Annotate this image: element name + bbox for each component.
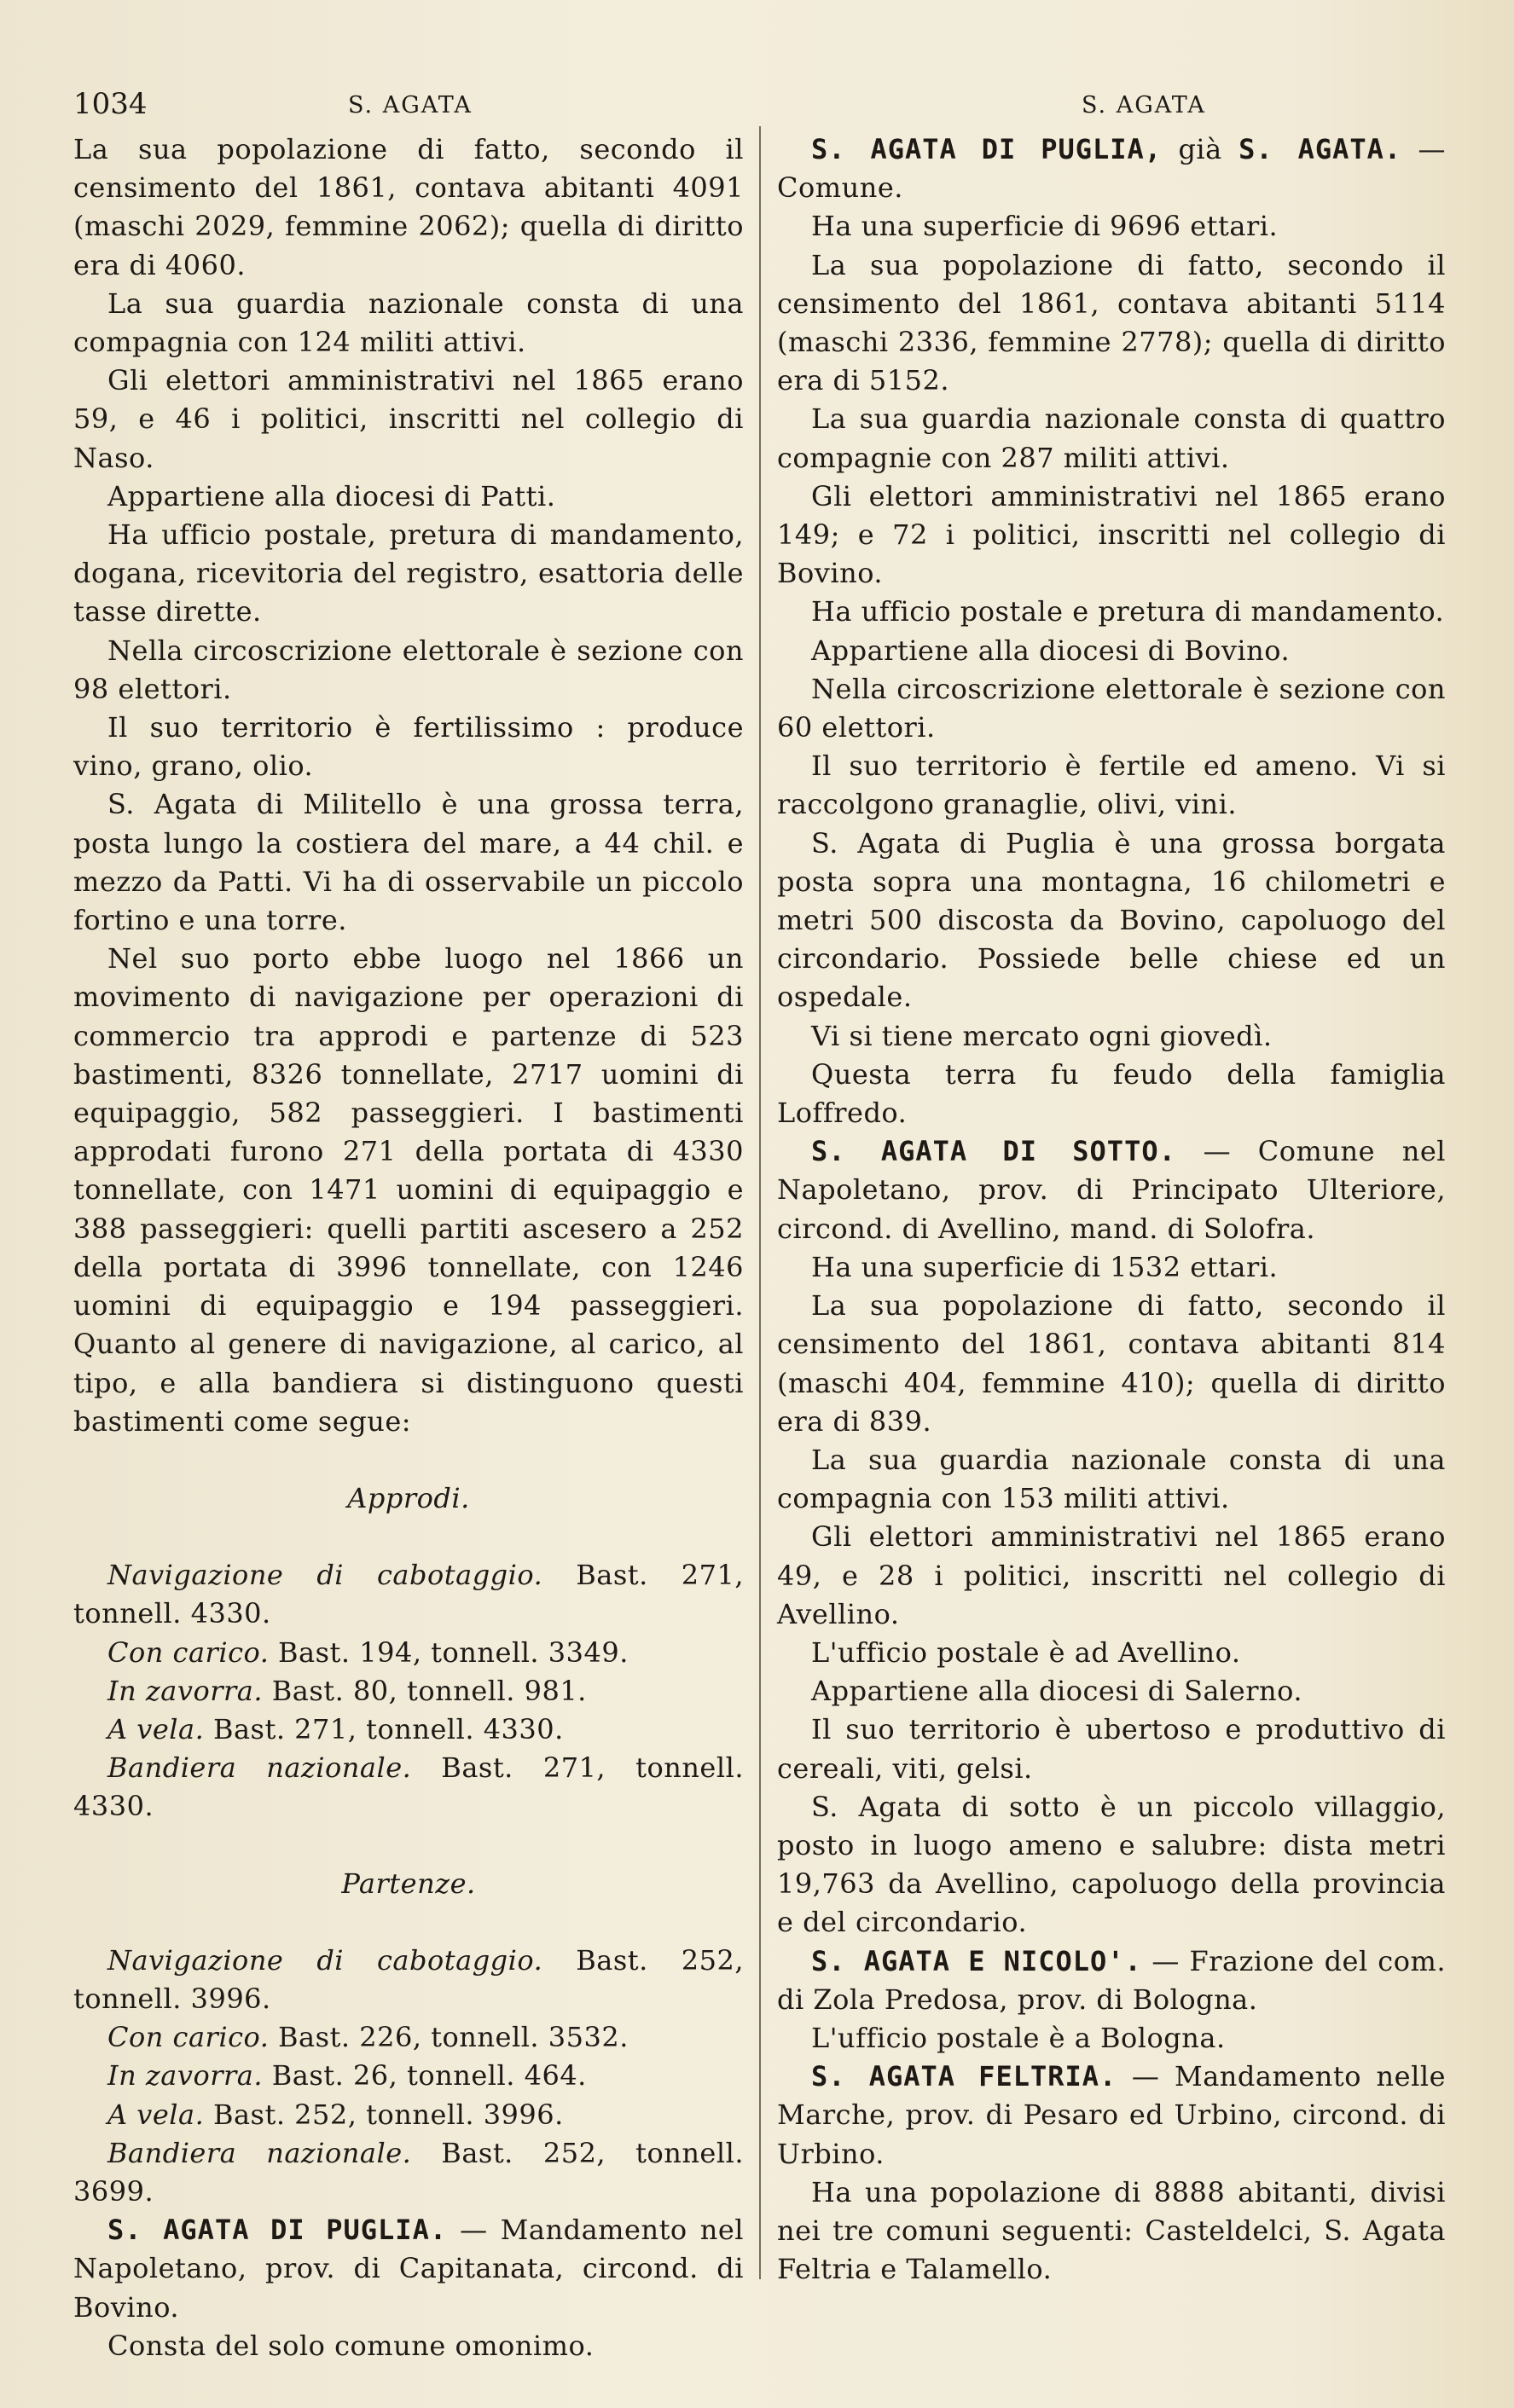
paragraph: Vi si tiene mercato ogni giovedì. (811, 1019, 1273, 1052)
entry-text: — Frazione del com. di Zola Predosa, prov. di Bologna. (777, 1944, 1447, 2016)
nav-text: Bast. 252, tonnell. 3699. (73, 2136, 745, 2208)
nav-text: Bast. 226, tonnell. 3532. (269, 2021, 629, 2054)
entry-text: — Comune nel Napoletano, prov. di Principato Ulteriore, circond. di Avellino, mand. di Solofra. (777, 1135, 1447, 1245)
nav-line (73, 1749, 744, 1826)
nav-text: Bast. 194, tonnell. 3349. (269, 1635, 629, 1669)
nav-line (73, 1556, 744, 1633)
left-column (73, 130, 744, 2365)
column-divider (759, 126, 761, 2279)
entry-title: S. AGATA DI SOTTO. (811, 1135, 1176, 1168)
section-heading-approdi: Approdi. (347, 1481, 470, 1514)
nav-label: A vela. (107, 2098, 205, 2131)
nav-label: Navigazione di cabotaggio. (107, 1943, 543, 1977)
paragraph: Ha una superficie di 1532 ettari. (811, 1250, 1279, 1283)
nav-label: A vela. (107, 1712, 205, 1745)
entry (777, 2058, 1446, 2174)
paragraph: Appartiene alla diocesi di Salerno. (811, 1675, 1303, 1708)
nav-label: In zavorra. (107, 1674, 264, 1707)
entry (777, 1132, 1446, 1248)
paragraph: Nella circoscrizione elettorale è sezione con 98 elettori. (73, 634, 744, 705)
paragraph: Ha ufficio postale e pretura di mandamento. (811, 595, 1445, 628)
paragraph: Nella circoscrizione elettorale è sezione con 60 elettori. (777, 672, 1446, 744)
nav-line (73, 2057, 744, 2095)
nav-text: Bast. 26, tonnell. 464. (263, 2059, 587, 2093)
paragraph: La sua popolazione di fatto, secondo il censimento del 1861, contava abitanti 4091 (maschi 2029, femmine 2062); quella di diritto era di 4060. (73, 133, 744, 281)
entry-title: S. AGATA FELTRIA. (811, 2060, 1117, 2093)
paragraph: Gli elettori amministrativi nel 1865 erano 49, e 28 i politici, inscritti nel collegio di Avellino. (777, 1520, 1446, 1630)
entry-title: S. AGATA DI PUGLIA, (811, 133, 1163, 165)
right-column (777, 130, 1446, 2289)
nav-text: Bast. 271, tonnell. 4330. (204, 1712, 564, 1745)
nav-label: Con carico. (107, 2021, 270, 2054)
paragraph: Ha una superficie di 9696 ettari. (811, 210, 1279, 243)
paragraph: Ha una popolazione di 8888 abitanti, divisi nei tre comuni seguenti: Casteldelci, S. Agata Feltria e Talamello. (777, 2175, 1446, 2286)
paragraph: La sua popolazione di fatto, secondo il censimento del 1861, contava abitanti 5114 (maschi 2336, femmine 2778); quella di diritto era di 5152. (777, 248, 1446, 397)
paragraph: Questa terra fu feudo della famiglia Loffredo. (777, 1057, 1446, 1130)
running-head-left: S. AGATA (348, 92, 473, 119)
entry-title: S. AGATA DI PUGLIA. (107, 2214, 448, 2247)
nav-label: In zavorra. (107, 2059, 264, 2093)
section-heading-partenze: Partenze. (341, 1867, 476, 1900)
nav-label: Bandiera nazionale. (107, 2136, 412, 2169)
nav-line (73, 1634, 744, 1672)
paragraph: Il suo territorio è fertilissimo : produce vino, grano, olio. (73, 711, 744, 783)
paragraph: Consta del solo comune omonimo. (107, 2329, 595, 2362)
paragraph: Gli elettori amministrativi nel 1865 erano 59, e 46 i politici, inscritti nel collegio di Naso. (73, 364, 744, 474)
page-number: 1034 (73, 87, 148, 121)
paragraph: La sua guardia nazionale consta di quattro compagnie con 287 militi attivi. (777, 402, 1446, 474)
nav-text: Bast. 271, tonnell. 4330. (73, 1751, 745, 1823)
entry-text: — Mandamento nel Napoletano, prov. di Capitanata, circond. di Bovino. (73, 2214, 745, 2324)
entry (777, 1942, 1446, 2019)
paragraph: S. Agata di Puglia è una grossa borgata posta sopra una montagna, 16 chilometri e metri 500 discosta da Bovino, capoluogo del circondario. Possiede belle chiese ed un ospedale. (777, 826, 1446, 1014)
paragraph: La sua popolazione di fatto, secondo il censimento del 1861, contava abitanti 814 (maschi 404, femmine 410); quella di diritto era di 839. (777, 1289, 1446, 1438)
paragraph: Il suo territorio è fertile ed ameno. Vi si raccolgono granaglie, olivi, vini. (777, 750, 1446, 821)
paragraph: La sua guardia nazionale consta di una compagnia con 153 militi attivi. (777, 1443, 1446, 1515)
paragraph: Il suo territorio è ubertoso e produttivo di cereali, viti, gelsi. (777, 1713, 1446, 1785)
nav-line (73, 2134, 744, 2211)
paragraph: Gli elettori amministrativi nel 1865 erano 149; e 72 i politici, inscritti nel collegio di Bovino. (777, 479, 1446, 590)
nav-label: Navigazione di cabotaggio. (107, 1559, 543, 1592)
nav-line (73, 2096, 744, 2134)
entry (73, 2211, 744, 2327)
nav-text: Bast. 252, tonnell. 3996. (204, 2098, 564, 2131)
paragraph: S. Agata di sotto è un piccolo villaggio, posto in luogo ameno e salubre: dista metri 19,763 da Avellino, capoluogo della provincia e del circondario. (777, 1790, 1446, 1939)
running-head-right: S. AGATA (1082, 92, 1206, 119)
paragraph: L'ufficio postale è a Bologna. (811, 2021, 1226, 2054)
nav-line (73, 1942, 744, 2018)
entry (777, 130, 1446, 207)
nav-line (73, 1710, 744, 1749)
paragraph: La sua guardia nazionale consta di una compagnia con 124 militi attivi. (73, 287, 744, 359)
paragraph: Appartiene alla diocesi di Bovino. (811, 634, 1291, 667)
entry-title: S. AGATA E NICOLO'. (811, 1944, 1142, 1977)
nav-text: Bast. 271, tonnell. 4330. (73, 1559, 745, 1630)
nav-label: Con carico. (107, 1635, 270, 1669)
paragraph: Appartiene alla diocesi di Patti. (107, 479, 556, 512)
paragraph: L'ufficio postale è ad Avellino. (811, 1635, 1241, 1669)
entry-text: — Mandamento nelle Marche, prov. di Pesaro ed Urbino, circond. di Urbino. (777, 2060, 1447, 2170)
entry-text: già (1162, 133, 1239, 165)
paragraph: Nel suo porto ebbe luogo nel 1866 un movimento di navigazione per operazioni di commercio tra approdi e partenze di 523 bastimenti, 8326 tonnellate, 2717 uomini di equipaggio, 582 passeggieri. I bastimenti approdati furono 271 della portata di 4330 tonnellate, con 1471 uomini di equipaggio e 388 passeggieri: quelli partiti ascesero a 252 della portata di 3996 tonnellate, con 1246 uomini di equipaggio e 194 passeggieri. Quanto al genere di navigazione, al carico, al tipo, e alla bandiera si distinguono questi bastimenti come segue: (73, 942, 744, 1438)
nav-text: Bast. 252, tonnell. 3996. (73, 1943, 745, 2015)
nav-text: Bast. 80, tonnell. 981. (263, 1674, 587, 1707)
nav-label: Bandiera nazionale. (107, 1751, 412, 1785)
entry-text: — Comune. (777, 133, 1447, 205)
nav-line (73, 2018, 744, 2057)
paragraph: S. Agata di Militello è una grossa terra, posta lungo la costiera del mare, a 44 chil. e mezzo da Patti. Vi ha di osservabile un piccolo fortino e una torre. (73, 788, 744, 937)
nav-line (73, 1672, 744, 1710)
entry-title: S. AGATA. (1238, 133, 1402, 165)
paragraph: Ha ufficio postale, pretura di mandamento, dogana, ricevitoria del registro, esattoria delle tasse dirette. (73, 518, 744, 628)
